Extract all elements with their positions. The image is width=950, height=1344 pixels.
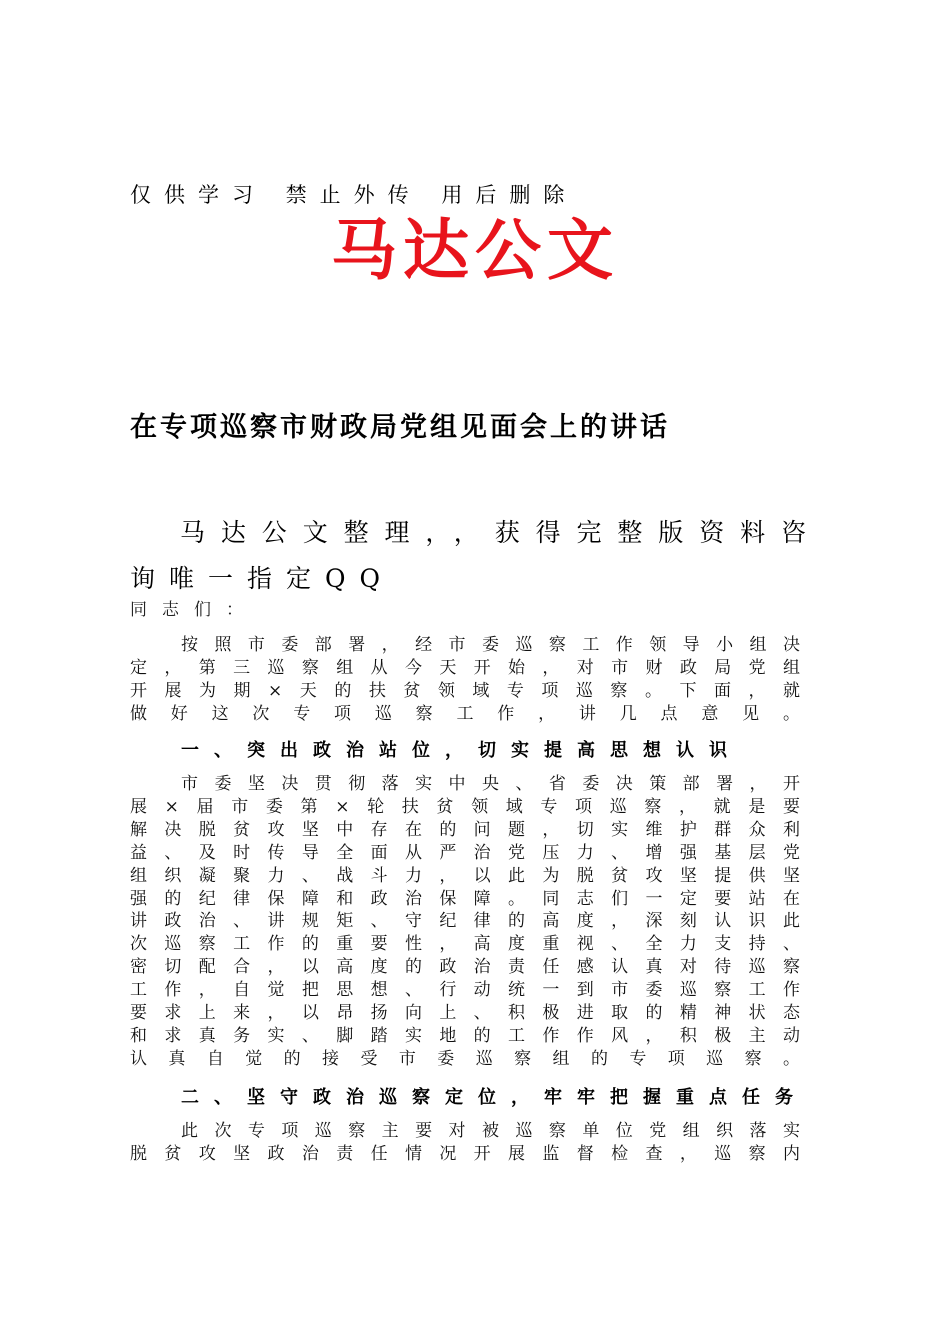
- usage-notice: 仅供学习 禁止外传 用后删除: [130, 183, 578, 207]
- brand-title: 马达公文: [331, 211, 619, 289]
- salutation: 同志们：: [130, 600, 258, 620]
- section-1-heading: 一、突出政治站位，切实提高思想认识: [181, 740, 742, 761]
- section-1-paragraph: 市委坚决贯彻落实中央、省委决策部署，开展×届市委第×轮扶贫领域专项巡察，就是要解决脱贫攻坚中存在的问题，切实维护群众利益、及时传导全面从严治党压力、增强基层党组织凝聚力、战斗力，以此为脱贫攻坚提供坚强的纪律保障和政治保障。同志们一定要站在讲政治、讲规矩、守纪律的高度，深刻认识此次巡察工作的重要性，高度重视、全力支持、密切配合，以高度的政治责任感认真对待巡察工作，自觉把思想、行动统一到市委巡察工作要求上来，以昂扬向上、积极进取的精神状态和求真务实、脚踏实地的工作作风，积极主动认真自觉的接受市委巡察组的专项巡察。: [130, 774, 816, 1069]
- section-2-heading: 二、坚守政治巡察定位，牢牢把握重点任务: [181, 1087, 808, 1108]
- intro-paragraph: 按照市委部署，经市委巡察工作领导小组决定，第三巡察组从今天开始，对市财政局党组开展为期×天的扶贫领域专项巡察。下面，就做好这次专项巡察工作，讲几点意见。: [130, 635, 816, 724]
- document-title: 在专项巡察市财政局党组见面会上的讲话: [130, 412, 670, 443]
- section-2-paragraph: 此次专项巡察主要对被巡察单位党组织落实脱贫攻坚政治责任情况开展监督检查，巡察内: [130, 1121, 816, 1164]
- source-note: 马达公文整理，，获得完整版资料咨询唯一指定QQ: [130, 518, 820, 593]
